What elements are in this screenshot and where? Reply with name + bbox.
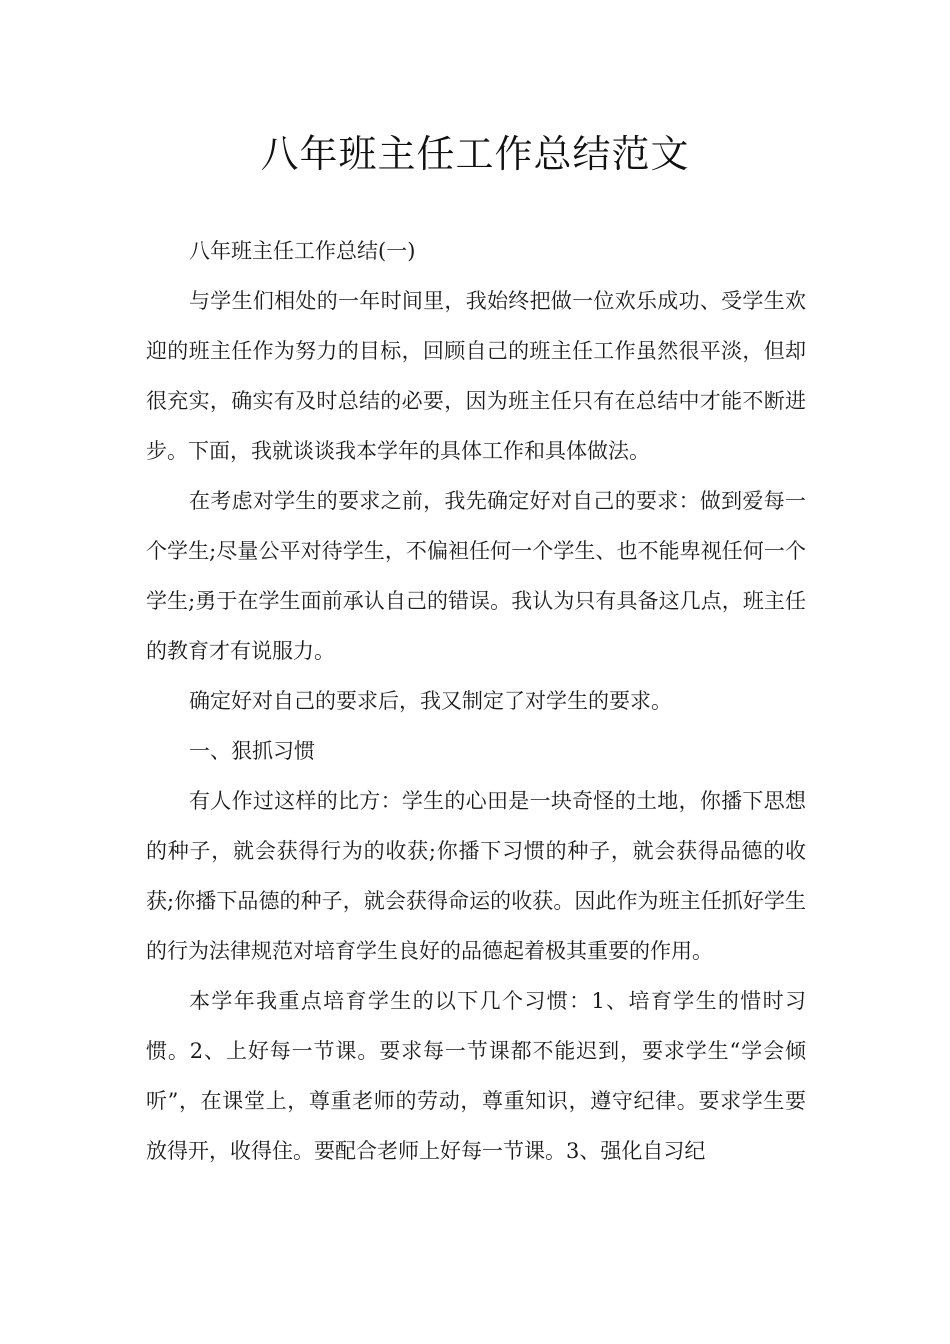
paragraph-habits-metaphor: 有人作过这样的比方：学生的心田是一块奇怪的土地，你播下思想的种子，就会获得行为的收获;你播下习惯的种子，就会获得品德的收获;你播下品德的种子，就会获得命运的收获。因此作为班主任抓好学生的行为法律规范对培育学生良好的品德起着极其重要的作用。 (146, 789, 806, 963)
paragraph-intro: 与学生们相处的一年时间里，我始终把做一位欢乐成功、受学生欢迎的班主任作为努力的目标，回顾自己的班主任工作虽然很平淡，但却很充实，确实有及时总结的必要，因为班主任只有在总结中才能不断进步。下面，我就谈谈我本学年的具体工作和具体做法。 (146, 289, 806, 463)
paragraph-habits-list: 本学年我重点培育学生的以下几个习惯：1、培育学生的惜时习惯。2、上好每一节课。要求每一节课都不能迟到，要求学生“学会倾听”，在课堂上，尊重老师的劳动，尊重知识，遵守纪律。要求学生要放得开，收得住。要配合老师上好每一节课。3、强化自习纪 (146, 989, 806, 1163)
paragraph-self-requirements: 在考虑对学生的要求之前，我先确定好对自己的要求：做到爱每一个学生;尽量公平对待学生，不偏袒任何一个学生、也不能卑视任何一个学生;勇于在学生面前承认自己的错误。我认为只有具备这几点，班主任的教育才有说服力。 (146, 489, 806, 663)
paragraph-student-requirements: 确定好对自己的要求后，我又制定了对学生的要求。 (189, 689, 672, 713)
paragraph-section-heading: 八年班主任工作总结(一) (189, 239, 416, 263)
document-body (146, 226, 806, 1176)
paragraph-habits-heading: 一、狠抓习惯 (189, 739, 315, 763)
document-title: 八年班主任工作总结范文 (260, 132, 690, 176)
